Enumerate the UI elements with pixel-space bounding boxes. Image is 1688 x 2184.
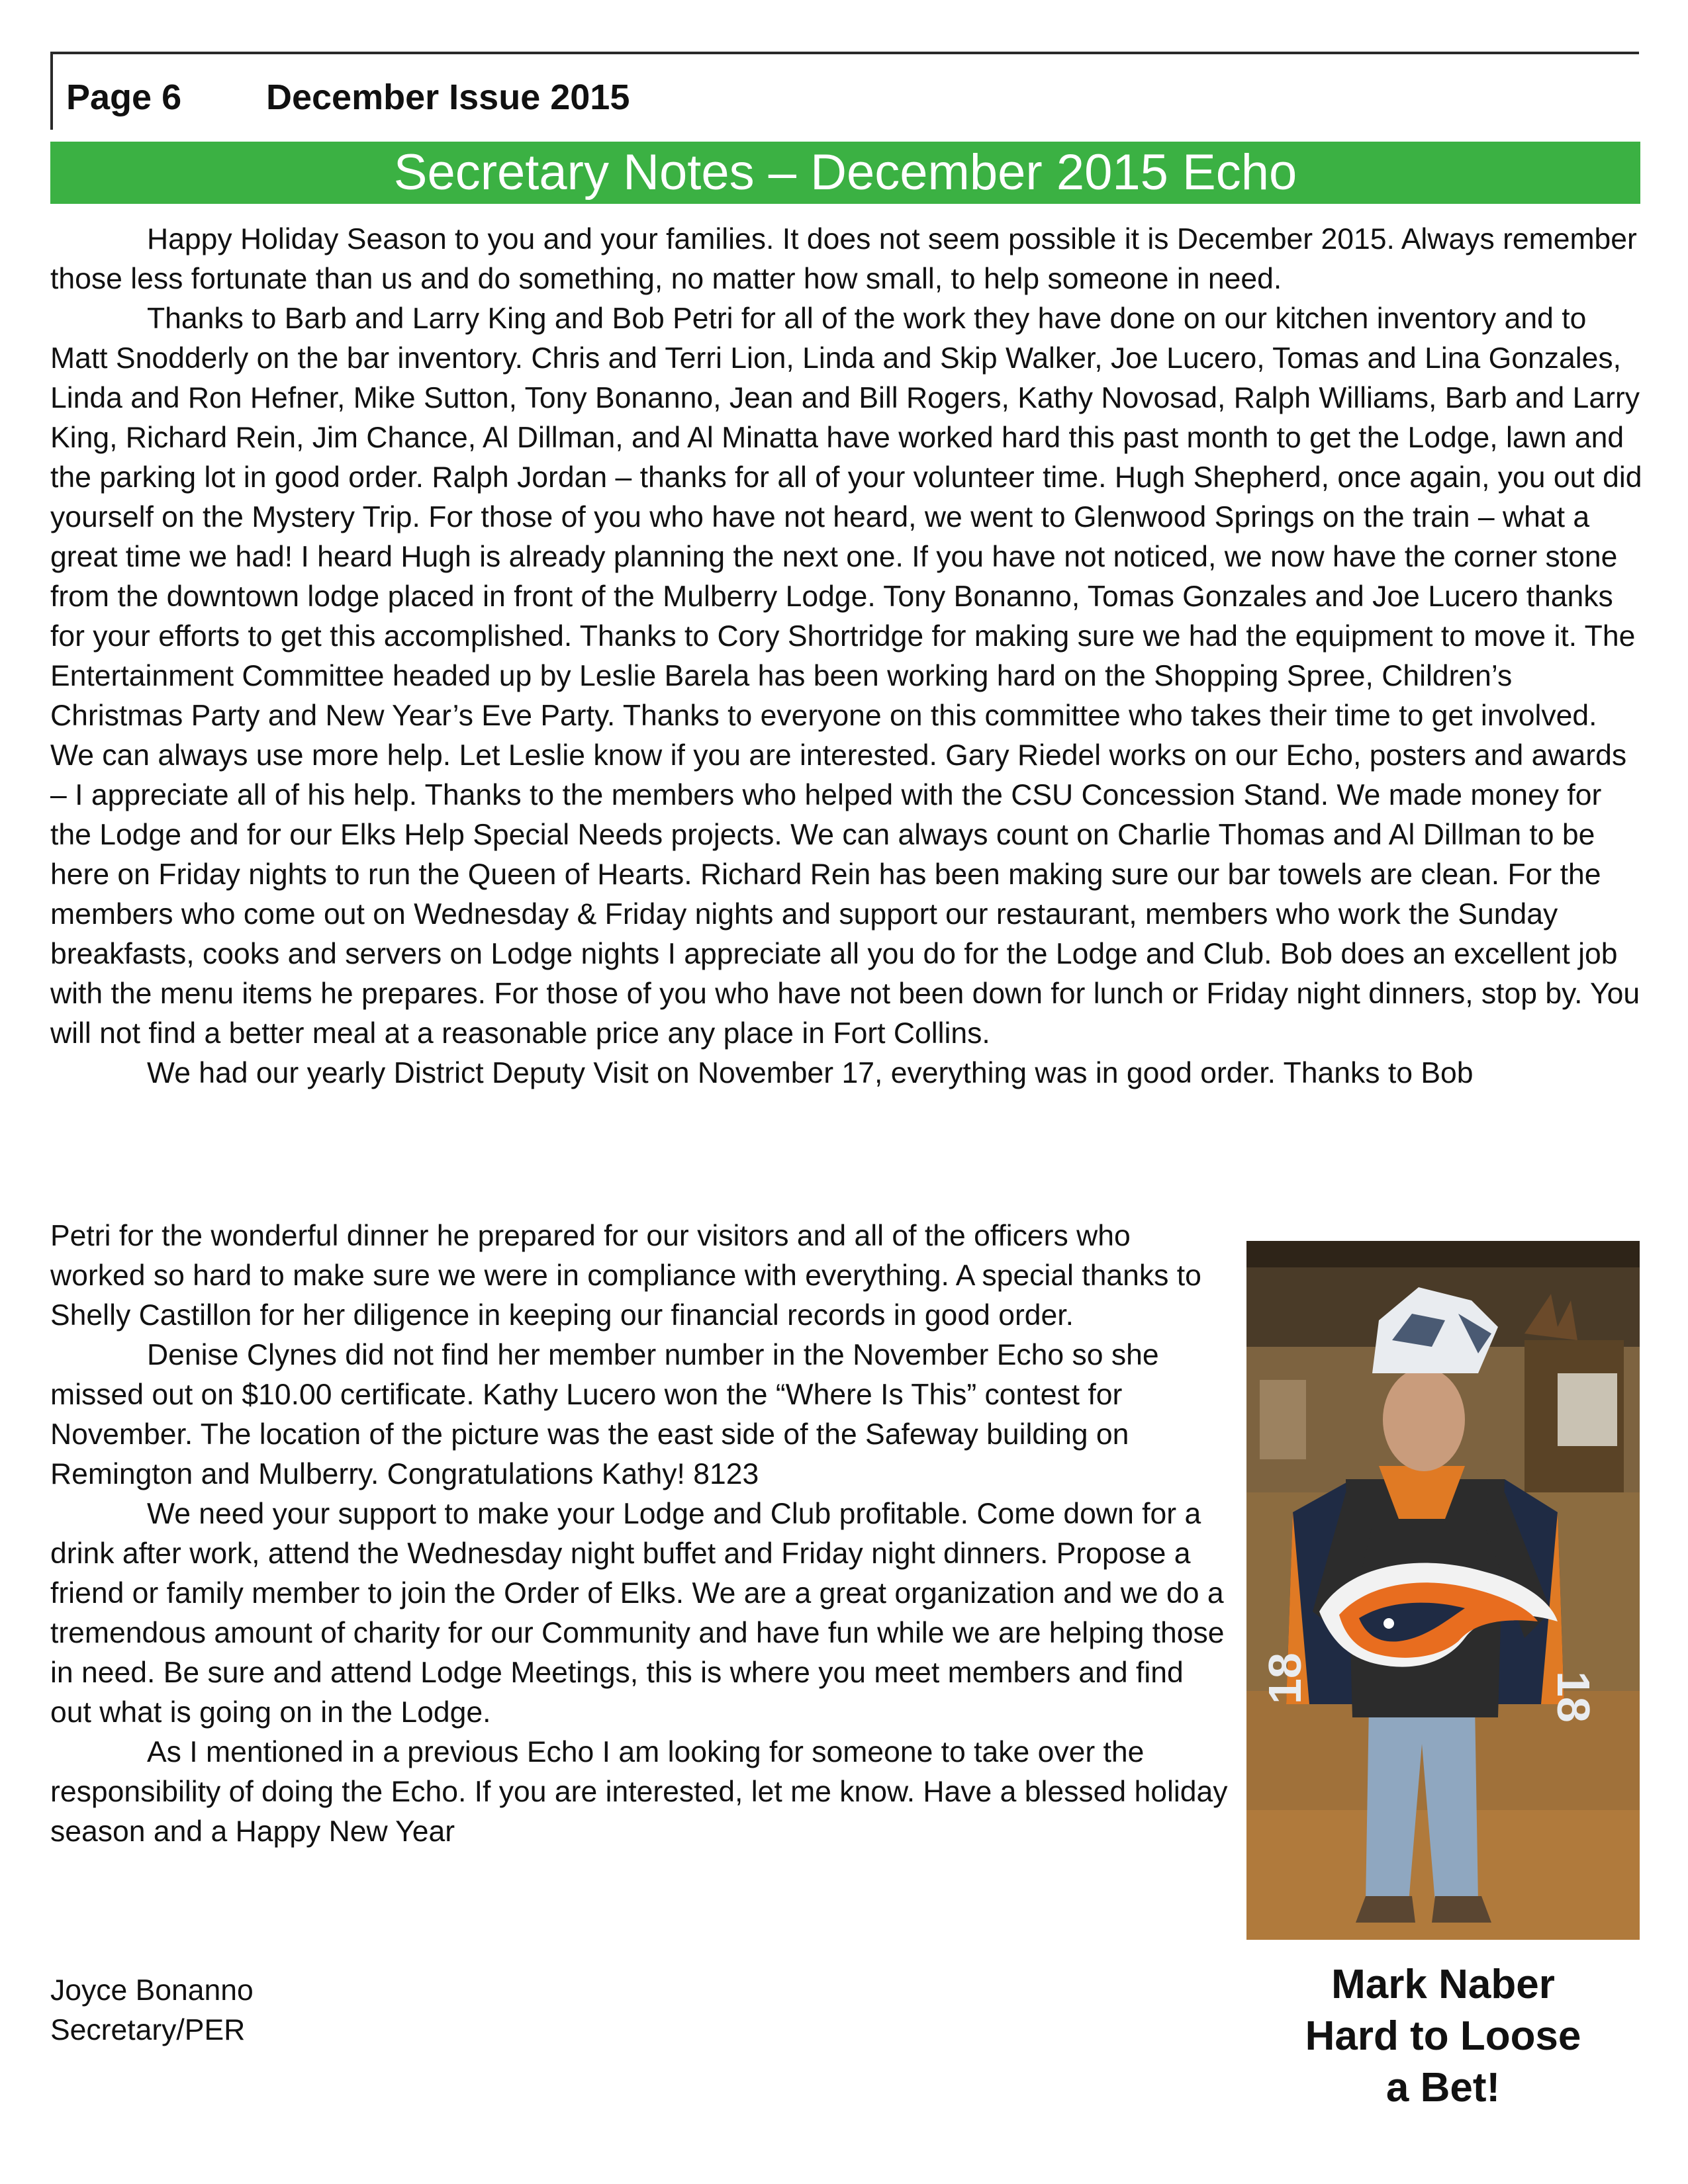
paragraph-district-visit-cont: Petri for the wonderful dinner he prepared for our visitors and all of the officers who worked so hard to make sure we were in compliance with everything. A special thanks to Shelly Castillon for her diligence in keeping our financial records in good order. [50, 1220, 1201, 1332]
paragraph-support: We need your support to make your Lodge and Club profitable. Come down for a drink after work, attend the Wednesday night buffet and Friday night dinners. Propose a friend or family member to join the Order of Elks. We are a great organization and we do a tremendous amount of charity for our Community and have fun while we are helping those in need. Be sure and attend Lodge Meetings, this is where you meet members and find out what is going on in the Lodge. [50, 1498, 1225, 1729]
paragraph-holiday: Happy Holiday Season to you and your families. It does not seem possible it is December 2015. Always remember those less fortunate than us and do something, no matter how small, to help someone in need. [50, 223, 1637, 295]
section-banner: Secretary Notes – December 2015 Echo [50, 142, 1640, 204]
caption-line-2: Hard to Loose [1305, 2013, 1581, 2059]
jersey-number-right: 18 [1548, 1671, 1599, 1723]
paragraph-closing: As I mentioned in a previous Echo I am looking for someone to take over the responsibility of doing the Echo. If you are interested, let me know. Have a blessed holiday season and a Happy New Year [50, 1736, 1228, 1848]
article-body-top [50, 220, 1643, 1093]
jersey-number-left: 18 [1259, 1653, 1311, 1704]
paragraph-district-visit: We had our yearly District Deputy Visit on November 17, everything was in good order. Thanks to Bob [147, 1057, 1474, 1089]
header-rule [50, 52, 1639, 54]
photo-caption [1225, 1959, 1662, 2114]
caption-line-3: a Bet! [1385, 2065, 1501, 2111]
article-body-left-column [50, 1216, 1229, 1852]
paragraph-where-is-this: Denise Clynes did not find her member number in the November Echo so she missed out on $10.00 certificate. Kathy Lucero won the “Where Is This” contest for November. The location of the picture was the east side of the Safeway building on Remington and Mulberry. Congratulations Kathy! 8123 [50, 1339, 1159, 1490]
photo-mark-naber [1246, 1241, 1640, 1940]
issue-title: December Issue 2015 [266, 77, 630, 117]
caption-line-1: Mark Naber [1331, 1962, 1555, 2007]
signature-block [50, 1971, 646, 2050]
signature-title: Secretary/PER [50, 2014, 246, 2046]
paragraph-thanks: Thanks to Barb and Larry King and Bob Petri for all of the work they have done on our kitchen inventory and to Matt Snodderly on the bar inventory. Chris and Terri Lion, Linda and Skip Walker, Joe Lucero, Tomas and Lina Gonzales, Linda and Ron Hefner, Mike Sutton, Tony Bonanno, Jean and Bill Rogers, Kathy Novosad, Ralph Williams, Barb and Larry King, Richard Rein, Jim Chance, Al Dillman, and Al Minatta have worked hard this past month to get the Lodge, lawn and the parking lot in good order. Ralph Jordan – thanks for all of your volunteer time. Hugh Shepherd, once again, you out did yourself on the Mystery Trip. For those of you who have not heard, we went to Glenwood Springs on the train – what a great time we had! I heard Hugh is already planning the next one. If you have not noticed, we now have the corner stone from the downtown lodge placed in front of the Mulberry Lodge. Tony Bonanno, Tomas Gonzales and Joe Lucero thanks for your efforts to get this accomplished. Thanks to Cory Shortridge for making sure we had the equipment to move it. The Entertainment Committee headed up by Leslie Barela has been working hard on the Shopping Spree, Children’s Christmas Party and New Year’s Eve Party. Thanks to everyone on this committee who takes their time to get involved. We can always use more help. Let Leslie know if you are interested. Gary Riedel works on our Echo, posters and awards – I appreciate all of his help. Thanks to the members who helped with the CSU Concession Stand. We made money for the Lodge and for our Elks Help Special Needs projects. We can always count on Charlie Thomas and Al Dillman to be here on Friday nights to run the Queen of Hearts. Richard Rein has been making sure our bar towels are clean. For the members who come out on Wednesday & Friday nights and support our restaurant, members who work the Sunday breakfasts, cooks and servers on Lodge nights I appreciate all you do for the Lodge and Club. Bob does an excellent job with the menu items he prepares. For those of you who have not been down for lunch or Friday night dinners, stop by. You will not find a better meal at a reasonable price any place in Fort Collins. [50, 302, 1642, 1050]
signature-name: Joyce Bonanno [50, 1974, 254, 2007]
page-number: Page 6 [66, 77, 182, 117]
